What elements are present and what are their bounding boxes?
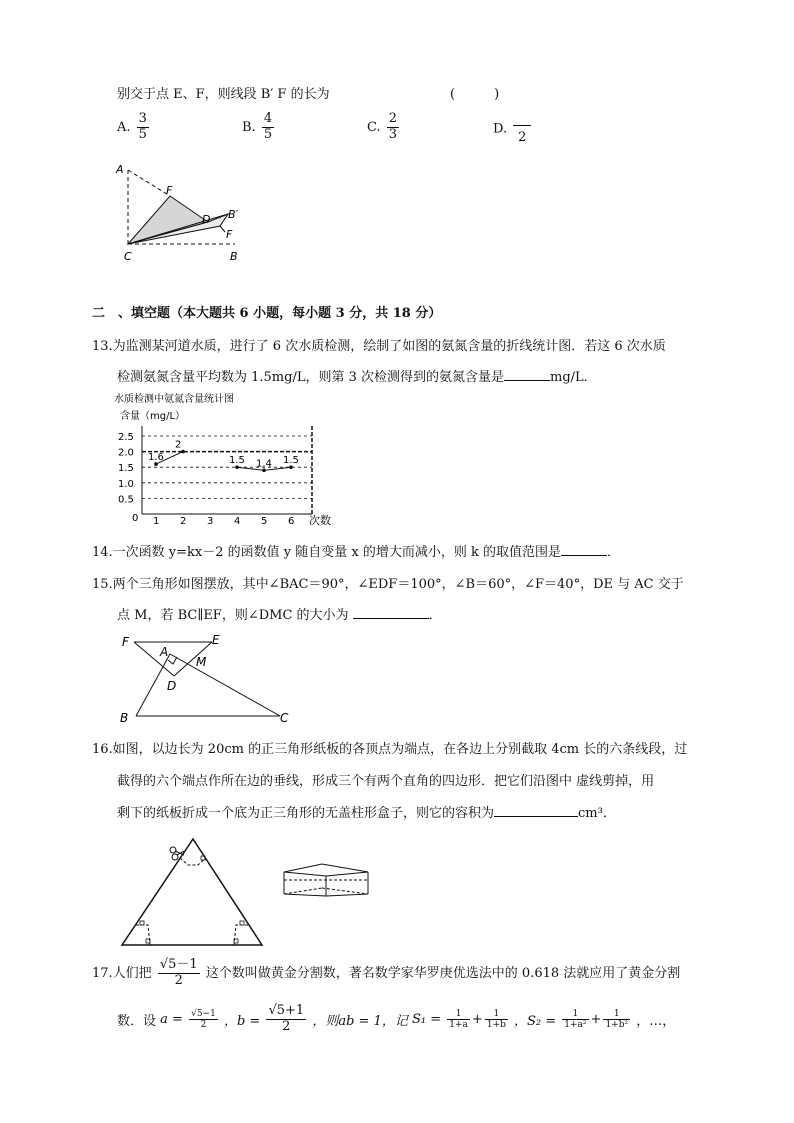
q12-label-c: C: [124, 250, 132, 263]
scissors-icon: [170, 847, 184, 860]
chart-x-tick-label: 2: [180, 516, 187, 527]
q12-answer-paren: ( ): [450, 87, 500, 102]
q15-label-f: F: [122, 635, 129, 649]
q15-figure: [112, 628, 302, 726]
q12-label-d: D: [202, 213, 211, 226]
q16-line1: 16.如图，以边长为 20cm 的正三角形纸板的各顶点为端点，在各边上分别截取 4cm 长的六条线段，过: [92, 742, 688, 757]
chart-origin: 0: [132, 513, 139, 524]
chart-y-tick-label: 0.5: [118, 494, 134, 506]
q15-label-m: M: [196, 655, 207, 669]
chart-x-tick-label: 1: [153, 516, 160, 527]
q12-option-a: A. $\frac{3}{5}$: [117, 111, 147, 142]
q12-label-f: F: [166, 184, 173, 197]
q12-figure: [110, 158, 260, 268]
chart-y-tick-label: 2.0: [118, 447, 134, 459]
chart-data-label: 2: [175, 439, 182, 451]
chart-title: 水质检测中氨氮含量统计图: [114, 394, 234, 405]
chart-xlabel: 次数: [309, 514, 331, 527]
q17-line1: 17.人们把 $\frac{√5-1}{2}$ 这个数叫做黄金分割数，著名数学家华罗庚优选法中的 0.618 法就应用了黄金分割: [92, 957, 681, 988]
chart-x-tick-label: 3: [207, 516, 214, 527]
q16-answer-blank[interactable]: [494, 804, 578, 817]
q14-answer-blank[interactable]: [561, 543, 607, 556]
section-title: 二 、填空题（本大题共 6 小题，每小题 3 分，共 18 分）: [92, 306, 442, 321]
chart-data-label: 1.5: [229, 455, 245, 467]
q15-answer-blank[interactable]: [353, 606, 429, 619]
q12-option-d: D. 2: [493, 112, 533, 146]
chart-x-tick-label: 4: [234, 516, 241, 527]
q17-line2: 数．设 a = $\frac{√5-1}{2}$ ，b = $\frac{√5+1}{2}$ ，则ab = 1，记 S₁ = $\frac{1}{1+a}$ + $\frac{1}{1+b}$ ，S₂ = $\frac{1}{\text{1+a²}}$ + $\frac{1}{\text{1+b²}}$ ，…，: [117, 1003, 676, 1034]
q12-label-b: B: [230, 250, 238, 263]
chart-data-point: [181, 450, 185, 454]
q12-option-c: C. $\frac{2}{3}$: [367, 111, 398, 142]
q15-label-d: D: [167, 679, 177, 693]
chart-y-tick-label: 2.5: [118, 432, 134, 443]
q15-line1: 15.两个三角形如图摆放，其中∠BAC＝90°，∠EDF＝100°，∠B＝60°，∠F＝40°，DE 与 AC 交于: [92, 577, 684, 592]
q16-box-figure: [278, 860, 373, 900]
q12-label-a: A: [116, 163, 124, 176]
q15-label-c: C: [280, 711, 289, 725]
chart-data-label: 1.5: [283, 455, 299, 467]
q13-chart: [112, 388, 347, 530]
q16-triangle-figure: [118, 833, 273, 950]
chart-ylabel: 含量（mg/L）: [120, 411, 186, 422]
chart-x-tick-label: 6: [288, 516, 295, 527]
q14-line: 14.一次函数 y=kx－2 的函数值 y 随自变量 x 的增大而减小，则 k 的取值范围是 ．: [92, 545, 621, 560]
chart-y-tick-label: 1.0: [118, 478, 134, 490]
chart-data-label: 1.4: [256, 458, 272, 470]
q12-label-f2: F: [226, 228, 233, 241]
q13-line1: 13.为监测某河道水质，进行了 6 次水质检测，绘制了如图的氨氮含量的折线统计图．若这 6 次水质: [92, 339, 666, 354]
chart-data-label: 1.6: [148, 452, 164, 464]
q12-option-b: B. $\frac{4}{5}$: [242, 111, 273, 142]
q12-label-bprime: B′: [228, 208, 239, 221]
q15-label-a: A: [160, 645, 169, 659]
chart-y-tick-label: 1.5: [118, 463, 134, 475]
q13-answer-blank[interactable]: [504, 368, 550, 381]
q15-label-b: B: [120, 711, 129, 725]
q16-line2: 截得的六个端点作所在边的垂线，形成三个有两个直角的四边形．把它们沿图中 虚线剪掉，用: [117, 774, 655, 789]
q13-line2: 检测氨氮含量平均数为 1.5mg/L，则第 3 次检测得到的氨氮含量是 mg/L．: [117, 370, 597, 385]
q16-line3: 剩下的纸板折成一个底为正三角形的无盖柱形盒子，则它的容积为 cm³．: [117, 806, 616, 821]
q15-label-e: E: [212, 633, 220, 647]
chart-x-tick-label: 5: [261, 516, 268, 527]
q15-line2: 点 M，若 BC∥EF，则∠DMC 的大小为 ．: [117, 608, 442, 623]
q12-stem: 别交于点 E、F，则线段 B′ F 的长为: [117, 87, 330, 102]
